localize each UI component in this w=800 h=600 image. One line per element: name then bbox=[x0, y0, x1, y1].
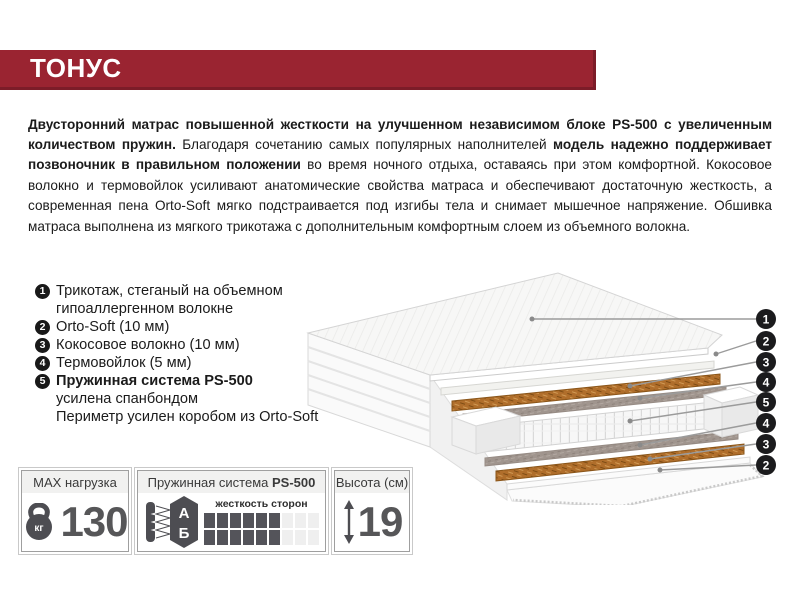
stiffness-cell bbox=[230, 530, 241, 545]
list-item bbox=[35, 409, 335, 427]
stiffness-cell bbox=[282, 513, 293, 528]
callout-number: 2 bbox=[762, 334, 770, 349]
callout-number: 1 bbox=[762, 312, 770, 327]
list-item bbox=[35, 373, 335, 391]
side-a-label: А bbox=[178, 505, 190, 522]
mattress-cutaway-illustration bbox=[300, 255, 780, 505]
list-item-label: Кокосовое волокно (10 мм) bbox=[56, 337, 240, 353]
stiffness-cell bbox=[269, 530, 280, 545]
spec-box-spring-system bbox=[137, 470, 326, 552]
spec-box-max-load bbox=[21, 470, 129, 552]
stiffness-cell bbox=[243, 530, 254, 545]
stiffness-title: жесткость сторон bbox=[215, 497, 308, 510]
callout-number: 3 bbox=[762, 355, 770, 370]
stiffness-cell bbox=[295, 530, 306, 545]
list-item-label: Orto-Soft (10 мм) bbox=[56, 319, 170, 335]
callout-number: 2 bbox=[762, 458, 770, 473]
list-item bbox=[35, 301, 335, 319]
list-item-label: усилена спанбондом bbox=[56, 391, 199, 407]
stiffness-grid-side-a bbox=[204, 513, 319, 528]
callout-badges bbox=[756, 309, 776, 475]
list-item bbox=[35, 391, 335, 409]
stiffness-cell bbox=[269, 513, 280, 528]
height-value: 19 bbox=[357, 498, 403, 545]
side-b-label: Б bbox=[178, 525, 190, 542]
height-title: Высота (см) bbox=[335, 471, 409, 493]
bullet-3: 3 bbox=[35, 338, 50, 353]
stiffness-cell bbox=[217, 513, 228, 528]
callout-number: 4 bbox=[762, 375, 770, 390]
spring-system-model: PS-500 bbox=[271, 475, 316, 490]
perimeter-box-right bbox=[704, 387, 758, 437]
stiffness-cell bbox=[282, 530, 293, 545]
list-item bbox=[35, 319, 335, 337]
spring-system-title-text: Пружинная система bbox=[147, 475, 272, 490]
stiffness-cell bbox=[204, 513, 215, 528]
list-item bbox=[35, 355, 335, 373]
list-item-label: Пружинная система PS-500 bbox=[56, 373, 253, 389]
max-load-value: 130 bbox=[60, 498, 128, 545]
product-description bbox=[28, 115, 772, 237]
list-item-label: Периметр усилен коробом из Orto-Soft bbox=[56, 409, 319, 425]
spring-system-title bbox=[138, 471, 325, 493]
callout-number: 4 bbox=[762, 416, 770, 431]
stiffness-cell bbox=[230, 513, 241, 528]
bullet-4: 4 bbox=[35, 356, 50, 371]
callout-number: 5 bbox=[762, 395, 770, 410]
stiffness-cell bbox=[308, 530, 319, 545]
product-title-bar bbox=[0, 50, 596, 90]
stiffness-cell bbox=[295, 513, 306, 528]
stiffness-cell bbox=[217, 530, 228, 545]
kettlebell-icon bbox=[22, 503, 56, 541]
stiffness-cell bbox=[204, 530, 215, 545]
max-load-title: MAX нагрузка bbox=[22, 471, 128, 493]
spring-icon bbox=[144, 496, 200, 548]
product-title: ТОНУС bbox=[30, 53, 122, 83]
callout-number: 3 bbox=[762, 437, 770, 452]
layers-list bbox=[35, 283, 335, 427]
stiffness-cell bbox=[243, 513, 254, 528]
spec-box-height bbox=[334, 470, 410, 552]
description-segment: Благодаря сочетанию самых популярных наполнителей bbox=[182, 136, 554, 152]
list-item bbox=[35, 283, 335, 301]
description-segment: во время ночного отдыха, оставаясь при этом комфортной. Кокосовое волокно и термовойлок усиливают анатомические свойства матраса и обеспечивают достаточную жесткость, а современная пена Orto-Soft мягко подстраивается под изгибы тела и снимает мышечное напряжение. Обшивка матраса выполнена из мягкого трикотажа с дополнительным комфортным слоем из объемного волокна. bbox=[28, 157, 772, 234]
description-segment: Двусторонний матрас повышенной жесткости на улучшенном независимом блоке PS-500 с увеличенным количеством пружин. bbox=[28, 116, 772, 152]
list-item-label: Трикотаж, стеганый на объемном bbox=[56, 283, 283, 299]
stiffness-cell bbox=[256, 530, 267, 545]
kettlebell-unit-label: кг bbox=[34, 523, 45, 534]
description-segment: модель надежно поддерживает позвоночник в правильном положении bbox=[28, 136, 772, 173]
list-item-label: гипоаллергенном волокне bbox=[56, 301, 234, 317]
bullet-2: 2 bbox=[35, 320, 50, 335]
height-arrow-icon bbox=[342, 500, 356, 544]
list-item-label: Термовойлок (5 мм) bbox=[56, 355, 192, 371]
stiffness-cell bbox=[308, 513, 319, 528]
stiffness-grid-side-b bbox=[204, 530, 319, 545]
stiffness-cell bbox=[256, 513, 267, 528]
stiffness-indicator bbox=[204, 498, 319, 547]
bullet-5: 5 bbox=[35, 374, 50, 389]
bullet-1: 1 bbox=[35, 284, 50, 299]
list-item bbox=[35, 337, 335, 355]
